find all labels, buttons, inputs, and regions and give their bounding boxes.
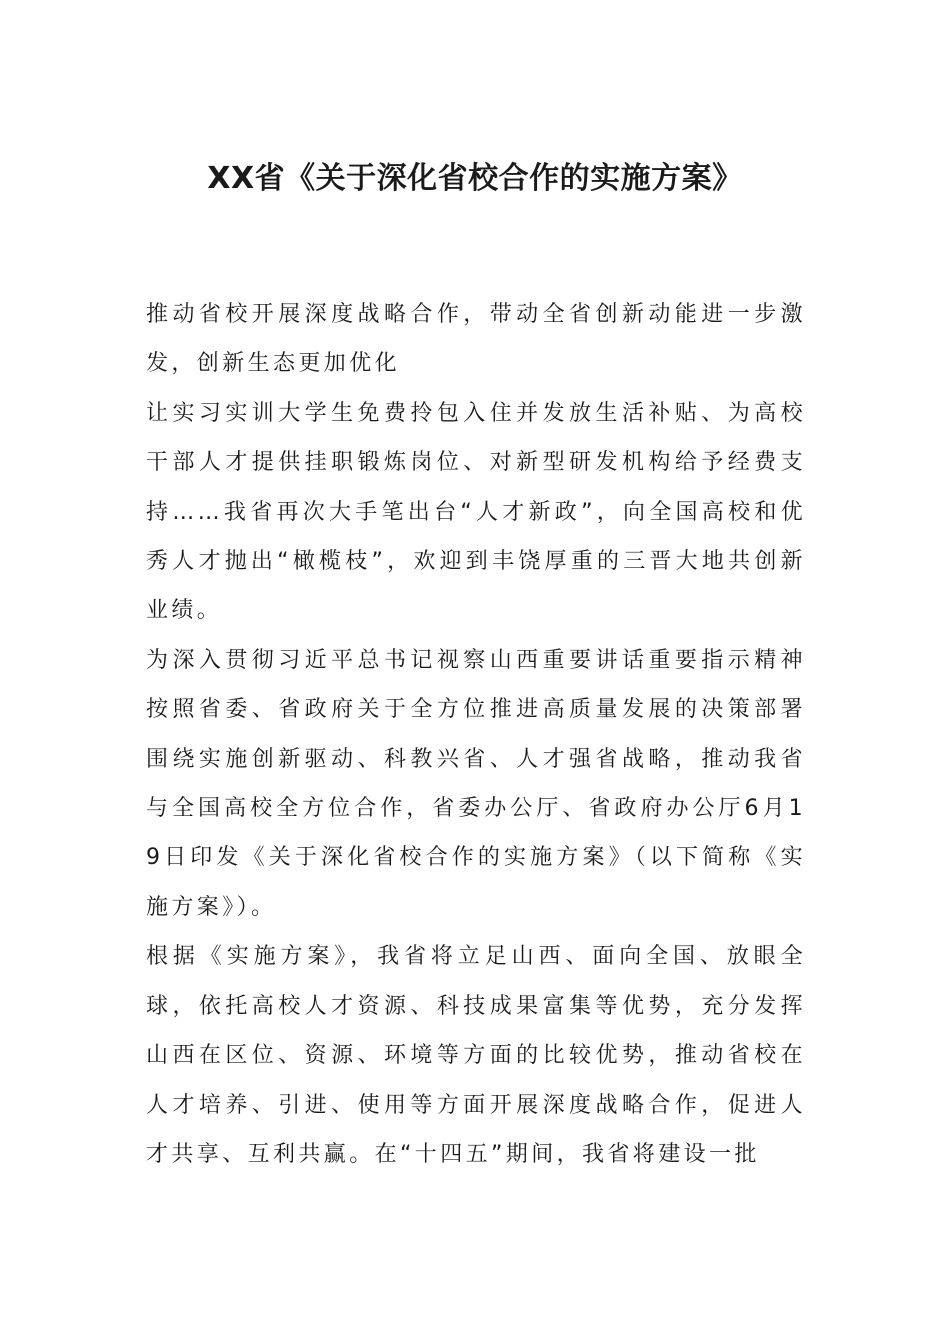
document-title: XX省《关于深化省校合作的实施方案》 [207,161,743,196]
paragraph-background: 为深入贯彻习近平总书记视察山西重要讲话重要指示精神按照省委、省政府关于全方位推进高质量发展的决策部署围绕实施创新驱动、科教兴省、人才强省战略，推动我省与全国高校全方位合作，省委办公厅、省政府办公厅6月19日印发《关于深化省校合作的实施方案》（以下简称《实施方案》）。 [146,647,806,920]
paragraph-plan-content: 根据《实施方案》，我省将立足山西、面向全国、放眼全球，依托高校人才资源、科技成果富集等优势，充分发挥山西在区位、资源、环境等方面的比较优势，推动省校在人才培养、引进、使用等方面开展深度战略合作，促进人才共享、互利共赢。在“十四五”期间，我省将建设一批 [146,944,806,1167]
paragraph-intro: 推动省校开展深度战略合作，带动全省创新动能进一步激发，创新生态更加优化 [146,302,806,377]
paragraph-talent-policy: 让实习实训大学生免费拎包入住并发放生活补贴、为高校干部人才提供挂职锻炼岗位、对新型研发机构给予经费支持……我省再次大手笔出台“人才新政”，向全国高校和优秀人才抛出“橄榄枝”，欢迎到丰饶厚重的三晋大地共创新业绩。 [146,400,806,624]
document-body [146,290,806,1179]
